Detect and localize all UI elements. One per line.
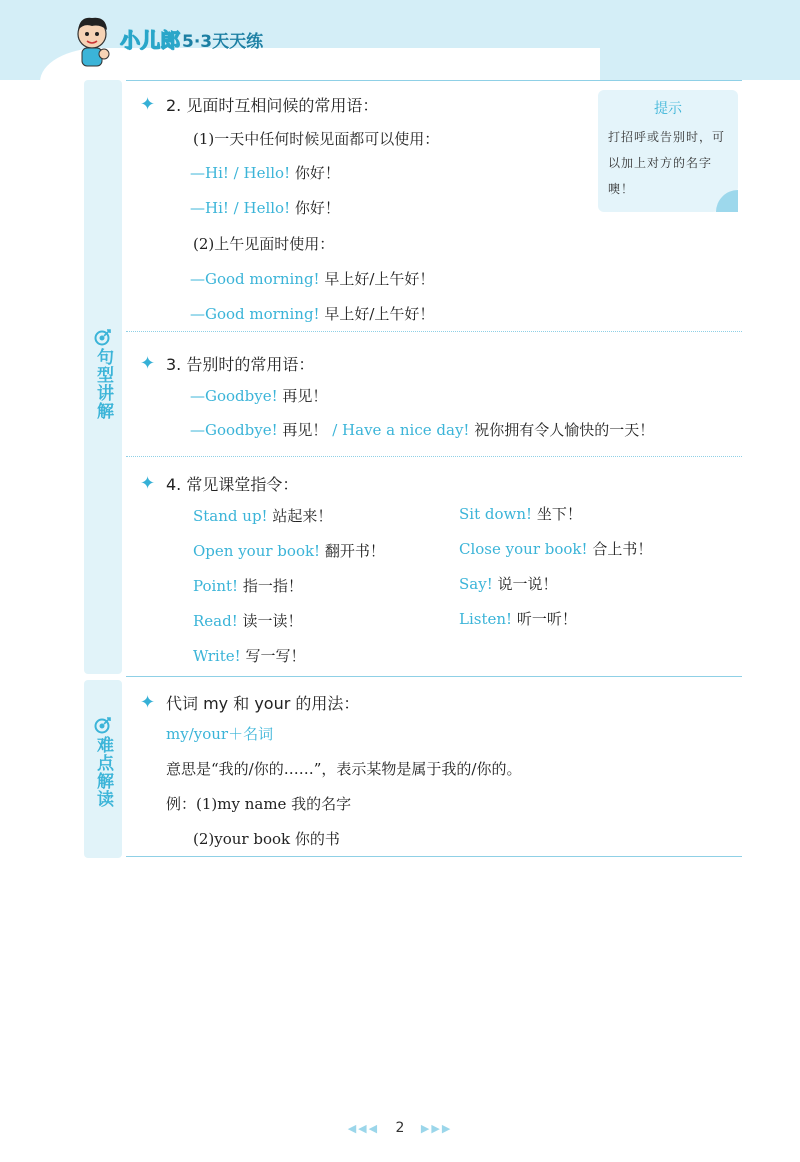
section5-formula: my/your＋名词 — [166, 725, 274, 743]
section2-line1-cn: 你好！ — [294, 164, 340, 182]
command-item — [459, 539, 652, 559]
section3-line2 — [190, 420, 654, 440]
side-tab-sentence-text: 句型讲解 — [93, 348, 113, 420]
hint-box — [598, 90, 738, 212]
command-item — [193, 611, 303, 631]
section2-sub2: (2)上午见面时使用： — [193, 235, 335, 253]
command-en: Read! — [193, 612, 238, 630]
series-name: 5·3天天练 — [182, 32, 264, 52]
command-cn: 翻开书！ — [324, 542, 385, 560]
section4-title — [140, 472, 298, 495]
section3-line2-en2: / Have a nice day! — [332, 421, 470, 439]
command-cn: 读一读！ — [242, 612, 303, 630]
section2-line2 — [190, 198, 340, 218]
command-item — [459, 504, 582, 524]
section4-title-text: 4. 常见课堂指令： — [166, 475, 299, 494]
section5-meaning: 意思是“我的/你的……”，表示某物是属于我的/你的。 — [166, 760, 522, 778]
side-label-sentence — [93, 328, 113, 420]
target-icon — [94, 716, 112, 734]
section3-title-text: 3. 告别时的常用语： — [166, 355, 315, 374]
star-icon: ✦ — [140, 473, 156, 494]
hint-text: 打招呼或告别时，可以加上对方的名字噢！ — [608, 130, 726, 196]
command-item — [459, 609, 577, 629]
side-tab-difficulty-text: 难点解读 — [93, 736, 113, 808]
section2-line3-cn: 早上好/上午好！ — [324, 270, 435, 288]
section2-line4 — [190, 304, 434, 324]
side-tab-sentence — [84, 80, 122, 674]
command-cn: 指一指！ — [242, 577, 303, 595]
command-item — [193, 576, 303, 596]
divider-top — [126, 80, 742, 81]
command-en: Write! — [193, 647, 241, 665]
command-cn: 坐下！ — [536, 505, 582, 523]
section5-title-text: 代词 my 和 your 的用法： — [166, 694, 360, 713]
page-number — [0, 1120, 800, 1136]
section2-line3 — [190, 269, 434, 289]
section2-sub1: (1)一天中任何时候见面都可以使用： — [193, 130, 440, 148]
section2-line4-cn: 早上好/上午好！ — [324, 305, 435, 323]
command-en: Close your book! — [459, 540, 588, 558]
command-en: Stand up! — [193, 507, 268, 525]
command-cn: 合上书！ — [592, 540, 653, 558]
page-number-value: 2 — [395, 1120, 405, 1136]
command-cn: 写一写！ — [245, 647, 306, 665]
command-en: Sit down! — [459, 505, 533, 523]
section2-title-text: 2. 见面时互相问候的常用语： — [166, 96, 379, 115]
section2-line2-cn: 你好！ — [294, 199, 340, 217]
command-en: Open your book! — [193, 542, 321, 560]
star-icon: ✦ — [140, 692, 156, 713]
divider-section4 — [126, 456, 742, 457]
section2-line4-en: —Good morning! — [190, 305, 320, 323]
star-icon: ✦ — [140, 94, 156, 115]
section2-title — [140, 93, 378, 116]
star-icon: ✦ — [140, 353, 156, 374]
section3-line2-cn2: 祝你拥有令人愉快的一天！ — [474, 421, 655, 439]
target-icon — [94, 328, 112, 346]
command-cn: 说一说！ — [497, 575, 558, 593]
divider-section5 — [126, 676, 742, 677]
section2-line3-en: —Good morning! — [190, 270, 320, 288]
command-item — [193, 646, 305, 666]
command-item — [193, 506, 332, 526]
command-en: Point! — [193, 577, 239, 595]
command-en: Say! — [459, 575, 493, 593]
section3-line2-cn: 再见！ — [282, 421, 328, 439]
section2-line1-en: —Hi! / Hello! — [190, 164, 291, 182]
section3-line2-en: —Goodbye! — [190, 421, 278, 439]
command-item — [193, 541, 385, 561]
header-logo — [120, 24, 263, 53]
side-label-difficulty — [93, 716, 113, 808]
section3-line1 — [190, 386, 327, 406]
section3-line1-en: —Goodbye! — [190, 387, 278, 405]
command-en: Listen! — [459, 610, 513, 628]
hint-title: 提示 — [654, 101, 682, 117]
section5-title — [140, 691, 359, 714]
section3-title — [140, 352, 314, 375]
left-arrows-icon: ◀◀◀ — [347, 1122, 380, 1135]
command-cn: 站起来！ — [272, 507, 333, 525]
section2-line1 — [190, 163, 340, 183]
section2-line2-en: —Hi! / Hello! — [190, 199, 291, 217]
section3-line1-cn: 再见！ — [282, 387, 328, 405]
mascot-icon — [70, 14, 114, 68]
side-tab-difficulty — [84, 680, 122, 858]
section5-example1: 例：(1)my name 我的名字 — [166, 795, 352, 813]
command-cn: 听一听！ — [516, 610, 577, 628]
command-item — [459, 574, 558, 594]
right-arrows-icon: ▶▶▶ — [420, 1122, 453, 1135]
divider-section3 — [126, 331, 742, 332]
brand-name: 小儿郎 — [120, 28, 180, 52]
section5-example2: (2)your book 你的书 — [193, 830, 340, 848]
divider-bottom — [126, 856, 742, 857]
